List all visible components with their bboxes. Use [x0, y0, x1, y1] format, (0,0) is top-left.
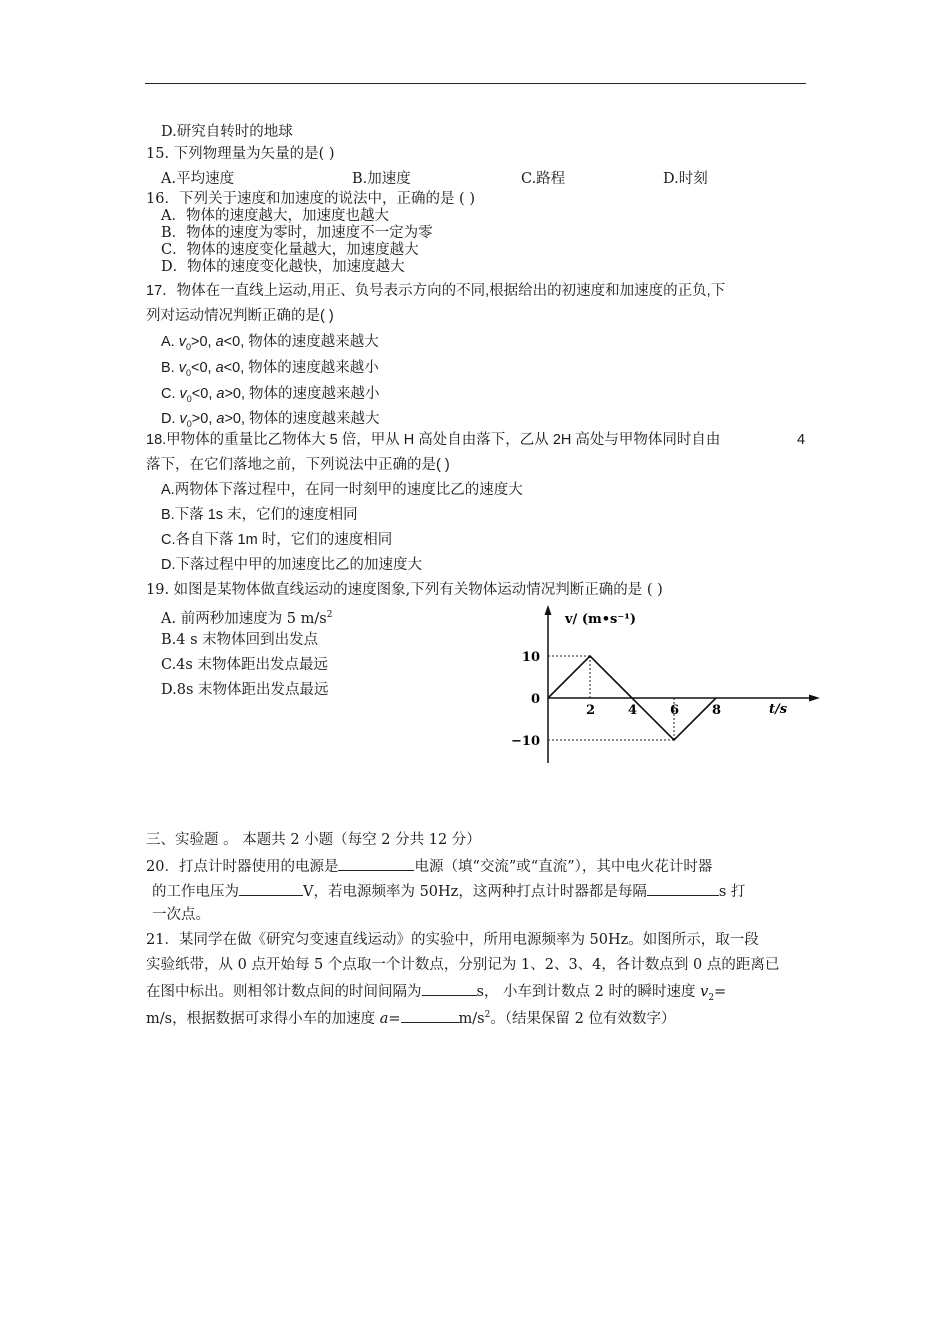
x-tick-label-6: 6 [670, 703, 680, 718]
q21-line2: 实验纸带，从 0 点开始每 5 个点取一个计数点，分别记为 1、2、3、4，各计数点到 0 点的距离已 [146, 957, 780, 973]
q18-option-c: C.各自下落 1m 时，它们的速度相同 [161, 532, 393, 548]
q18-option-b: B.下落 1s 末，它们的速度相同 [161, 507, 358, 523]
q18-side-number: 4 [797, 432, 806, 448]
q21-blank-acceleration[interactable] [401, 1008, 459, 1023]
q20-line3: 一次点。 [152, 907, 210, 923]
y-tick-label-10: 10 [521, 650, 540, 665]
q14-option-d: D.研究自转时的地球 [161, 124, 293, 140]
q21-line1: 21．某同学在做《研究匀变速直线运动》的实验中，所用电源频率为 50Hz。如图所示，取一段 [146, 932, 759, 948]
x-axis-label: t/s [769, 702, 788, 717]
q17-option-d: D. $v_0>0$, a>0, 物体的速度越来越大 [161, 411, 380, 429]
q20-line2: 的工作电压为 V，若电源频率为 50Hz，这两种打点计时器都是每隔 s 打 [152, 881, 745, 901]
y-axis-arrow [545, 605, 552, 615]
q19-option-a: A. 前两秒加速度为 5 $m/s^2$ [161, 610, 333, 627]
q17-stem-line2: 列对运动情况判断正确的是( ) [146, 308, 334, 324]
q16-option-a: A．物体的速度越大，加速度也越大 [161, 208, 389, 224]
q15-option-c: C.路程 [521, 171, 566, 187]
q21-line3: 在图中标出。则相邻计数点间的时间间隔为 s， 小车到计数点 2 时的瞬时速度 $v_2=$ [146, 981, 726, 1007]
q18-option-d: D.下落过程中甲的加速度比乙的加速度大 [161, 557, 422, 573]
x-tick-label-4: 4 [628, 703, 638, 718]
q19-option-c: C.4s 末物体距出发点最远 [161, 657, 328, 673]
velocity-time-graph [498, 603, 828, 768]
q17-option-a: A. $v_0>0$, a<0, 物体的速度越来越大 [161, 334, 379, 352]
y-tick-label-0: 0 [530, 692, 540, 707]
x-tick-label-8: 8 [712, 703, 722, 718]
q19-option-d: D.8s 末物体距出发点最远 [161, 682, 329, 698]
q20-line1: 20．打点计时器使用的电源是 电源（填“交流”或“直流”），其中电火花计时器 [146, 856, 712, 876]
q15-stem: 15. 下列物理量为矢量的是( ) [146, 146, 335, 162]
q18-option-a: A.两物体下落过程中，在同一时刻甲的速度比乙的速度大 [161, 482, 523, 498]
q18-stem-line1: 18.甲物体的重量比乙物体大 5 倍，甲从 H 高处自由落下，乙从 2H 高处与甲物体同时自由 [146, 432, 721, 448]
q16-option-d: D．物体的速度变化越快，加速度越大 [161, 259, 405, 275]
q16-option-c: C．物体的速度变化量越大，加速度越大 [161, 242, 419, 258]
q21-line4: m/s，根据数据可求得小车的加速度 $a= m/s^2$。（结果保留 2 位有效数字） [146, 1006, 676, 1028]
q15-option-a: A.平均速度 [161, 171, 235, 187]
q15-option-d: D.时刻 [663, 171, 708, 187]
q17-stem-line1: 17．物体在一直线上运动,用正、负号表示方向的不同,根据给出的初速度和加速度的正负,下 [146, 283, 726, 299]
q20-blank-power-type[interactable] [338, 856, 414, 871]
q21-blank-time-interval[interactable] [422, 981, 477, 996]
q16-stem: 16．下列关于速度和加速度的说法中，正确的是 ( ) [146, 191, 475, 207]
y-axis-label: v/ (m•s⁻¹) [565, 612, 637, 627]
q19-stem: 19. 如图是某物体做直线运动的速度图象,下列有关物体运动情况判断正确的是 ( ) [146, 582, 663, 598]
x-tick-label-2: 2 [586, 703, 596, 718]
q17-option-c: C. $v_0<0$, a>0, 物体的速度越来越小 [161, 386, 380, 404]
q18-stem-line2: 落下，在它们落地之前，下列说法中正确的是( ) [146, 457, 450, 473]
header-rule [145, 83, 806, 84]
x-axis-arrow [809, 695, 820, 702]
section3-heading: 三、实验题 。 本题共 2 小题（每空 2 分共 12 分） [146, 832, 481, 848]
q20-blank-interval[interactable] [647, 881, 719, 896]
q20-blank-voltage[interactable] [239, 881, 303, 896]
y-tick-label-neg10: −10 [511, 734, 540, 749]
q17-option-b: B. $v_0<0$, a<0, 物体的速度越来越小 [161, 360, 379, 378]
q16-option-b: B．物体的速度为零时，加速度不一定为零 [161, 225, 433, 241]
q19-option-b: B.4 s 末物体回到出发点 [161, 632, 319, 648]
q15-option-b: B.加速度 [352, 171, 411, 187]
